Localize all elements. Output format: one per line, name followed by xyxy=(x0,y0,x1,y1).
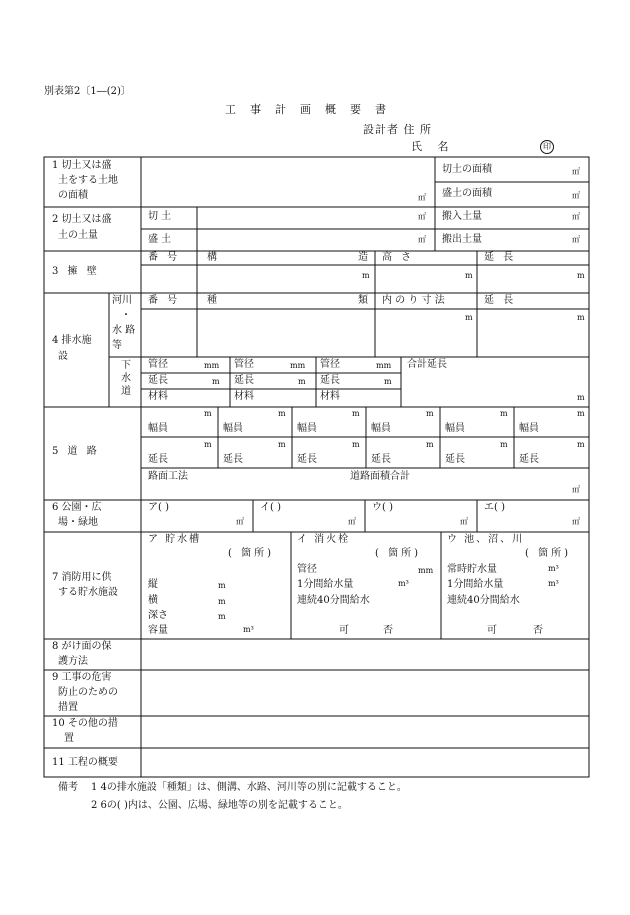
r4-m-unit-2: m xyxy=(577,313,585,322)
fill-volume-label: 盛 土 xyxy=(148,234,172,245)
r4-length-header: 延 長 xyxy=(484,295,517,306)
road-width-5: 幅員 xyxy=(445,423,465,434)
fill-area-unit: ㎡ xyxy=(572,191,580,200)
designer-address-label: 設計者 住 所 xyxy=(363,123,432,136)
r9-label-3: 措置 xyxy=(58,702,78,713)
r11-label: 11 工程の概要 xyxy=(52,757,118,768)
r2-label-1: 2 切土又は盛 xyxy=(52,214,112,225)
road-width-unit-5: m xyxy=(500,409,508,418)
r2-label-2: 土の土量 xyxy=(58,230,98,241)
r4-river-4: 等 xyxy=(112,340,122,351)
r4-label-1: 4 排水施 xyxy=(52,335,92,346)
sewer-material-1: 材料 xyxy=(148,391,168,402)
road-ext-unit-6: m xyxy=(577,440,585,449)
r7-label-1: 7 消防用に供 xyxy=(52,572,112,583)
fill-volume-unit: ㎡ xyxy=(418,235,426,244)
r3-m-unit-1: m xyxy=(362,271,370,280)
r8-label-2: 護方法 xyxy=(58,656,88,667)
hydrant-continuous: 連続40分間給水 xyxy=(297,595,370,606)
tank-title: ア 貯水槽 xyxy=(148,534,202,545)
road-width-unit-4: m xyxy=(426,409,434,418)
park-u-unit: ㎡ xyxy=(460,517,468,526)
r8-label-1: 8 がけ面の保 xyxy=(52,641,112,652)
pond-no: 否 xyxy=(533,625,543,636)
road-ext-2: 延長 xyxy=(223,454,243,465)
paving-method-label: 路面工法 xyxy=(148,471,188,482)
r5-label: 5 道 路 xyxy=(52,446,100,457)
road-width-unit-3: m xyxy=(352,409,360,418)
sewer-ext-unit-1: m xyxy=(212,377,220,386)
pond-yes: 可 xyxy=(487,625,497,636)
r10-label-2: 置 xyxy=(64,733,74,744)
road-ext-unit-3: m xyxy=(352,440,360,449)
form-number: 別表第2〔1―(2)〕 xyxy=(44,86,131,97)
r4-inner-size-header: 内 の り 寸 法 xyxy=(382,295,445,306)
r6-label-1: 6 公園・広 xyxy=(52,502,102,513)
road-width-2: 幅員 xyxy=(223,423,243,434)
road-ext-unit-5: m xyxy=(500,440,508,449)
sewer-material-2: 材料 xyxy=(234,391,254,402)
hydrant-pipe-unit: mm xyxy=(418,566,434,575)
sewer-ext-unit-2: m xyxy=(298,377,306,386)
road-ext-3: 延長 xyxy=(297,454,317,465)
notes-heading: 備考 xyxy=(58,782,78,793)
hydrant-flow: 1分間給水量 xyxy=(297,579,354,590)
carry-out-unit: ㎡ xyxy=(572,235,580,244)
road-width-unit-2: m xyxy=(278,409,286,418)
hydrant-yes: 可 xyxy=(339,625,349,636)
sewer-pipe-2: 管径 xyxy=(234,359,254,370)
park-a-unit: ㎡ xyxy=(236,517,244,526)
tank-capacity: 容量 xyxy=(148,625,168,636)
r3-m-unit-3: m xyxy=(577,271,585,280)
road-width-3: 幅員 xyxy=(297,423,317,434)
tank-horizontal-unit: m xyxy=(218,597,226,606)
r3-number-header: 番 号 xyxy=(148,252,181,263)
r4-sewer-2: 水 xyxy=(121,373,131,384)
road-area-unit: ㎡ xyxy=(572,485,580,494)
r4-m-unit-1: m xyxy=(465,313,473,322)
pond-always: 常時貯水量 xyxy=(447,564,497,575)
tank-vertical-unit: m xyxy=(218,581,226,590)
road-ext-1: 延長 xyxy=(148,454,168,465)
sewer-pipe-unit-3: mm xyxy=(376,361,392,370)
road-ext-5: 延長 xyxy=(445,454,465,465)
hydrant-no: 否 xyxy=(383,625,393,636)
park-e-label: エ( ) xyxy=(484,502,505,513)
tank-depth-unit: m xyxy=(218,612,226,621)
road-width-unit-1: m xyxy=(204,409,212,418)
carry-in-label: 搬入土量 xyxy=(442,211,482,222)
pond-flow: 1分間給水量 xyxy=(447,579,504,590)
park-i-label: イ( ) xyxy=(260,502,281,513)
r6-label-2: 場・緑地 xyxy=(58,517,98,528)
sewer-pipe-1: 管径 xyxy=(148,359,168,370)
road-width-1: 幅員 xyxy=(148,423,168,434)
tank-vertical: 縦 xyxy=(148,579,158,590)
r1-label-1: 1 切土又は盛 xyxy=(52,160,112,171)
r4-sewer-1: 下 xyxy=(121,360,131,371)
r7-label-2: する貯水施設 xyxy=(58,587,118,598)
sewer-ext-1: 延長 xyxy=(148,375,168,386)
r1-label-3: の面積 xyxy=(58,190,88,201)
r3-structure-header-2: 造 xyxy=(358,252,368,263)
document-title: 工事計画概要書 xyxy=(225,103,400,116)
pond-title: ウ 池、沼、川 xyxy=(447,534,525,545)
seal-mark: 印 xyxy=(540,140,554,154)
r3-height-header: 高 さ xyxy=(382,252,415,263)
r1-area-unit: ㎡ xyxy=(418,193,426,202)
r4-river-2: ・ xyxy=(121,310,131,321)
park-i-unit: ㎡ xyxy=(348,517,356,526)
park-u-label: ウ( ) xyxy=(372,502,393,513)
pond-flow-unit: m³ xyxy=(548,579,559,588)
note-1: 1 4の排水施設「種類」は、側溝、水路、河川等の別に記載すること。 xyxy=(91,782,407,793)
r3-structure-header: 構 xyxy=(207,252,217,263)
pond-continuous: 連続40分間給水 xyxy=(447,595,520,606)
sewer-ext-2: 延長 xyxy=(234,375,254,386)
tank-capacity-unit: m³ xyxy=(243,625,254,634)
r4-label-2: 設 xyxy=(58,351,68,362)
sewer-total-unit: m xyxy=(577,393,585,402)
cut-area-unit: ㎡ xyxy=(572,167,580,176)
r9-label-1: 9 工事の危害 xyxy=(52,672,112,683)
road-width-4: 幅員 xyxy=(371,423,391,434)
tank-depth: 深さ xyxy=(148,610,168,621)
road-width-6: 幅員 xyxy=(519,423,539,434)
r4-type-header-2: 類 xyxy=(358,295,368,306)
r4-river-1: 河川 xyxy=(112,295,132,306)
park-a-label: ア( ) xyxy=(148,502,169,513)
carry-out-label: 搬出土量 xyxy=(442,234,482,245)
fill-area-label: 盛土の面積 xyxy=(442,188,492,199)
hydrant-title: イ 消火栓 xyxy=(297,534,351,545)
road-width-unit-6: m xyxy=(577,409,585,418)
sewer-total-label: 合計延長 xyxy=(407,359,447,370)
pond-places: ( 箇所) xyxy=(525,548,571,559)
hydrant-pipe: 管径 xyxy=(297,564,317,575)
hydrant-flow-unit: m³ xyxy=(398,579,409,588)
road-area-total-label: 道路面積合計 xyxy=(350,471,410,482)
sewer-pipe-unit-1: mm xyxy=(204,361,220,370)
r3-label: 3 擁 壁 xyxy=(52,266,100,277)
road-ext-4: 延長 xyxy=(371,454,391,465)
sewer-ext-3: 延長 xyxy=(320,375,340,386)
road-ext-unit-4: m xyxy=(426,440,434,449)
cut-volume-unit: ㎡ xyxy=(418,212,426,221)
tank-places: ( 箇所) xyxy=(228,548,274,559)
note-2: 2 6の( )内は、公園、広場、緑地等の別を記載すること。 xyxy=(91,800,348,811)
sewer-material-3: 材料 xyxy=(320,391,340,402)
sewer-pipe-3: 管径 xyxy=(320,359,340,370)
road-ext-unit-1: m xyxy=(204,440,212,449)
r3-length-header: 延 長 xyxy=(484,252,517,263)
r4-type-header: 種 xyxy=(207,295,217,306)
hydrant-places: ( 箇所) xyxy=(375,548,421,559)
pond-always-unit: m³ xyxy=(548,564,559,573)
park-e-unit: ㎡ xyxy=(572,517,580,526)
tank-horizontal: 横 xyxy=(148,595,158,606)
r9-label-2: 防止のための xyxy=(58,687,118,698)
r3-m-unit-2: m xyxy=(465,271,473,280)
carry-in-unit: ㎡ xyxy=(572,212,580,221)
r4-river-3: 水 路 xyxy=(112,325,136,336)
name-label: 氏 名 xyxy=(411,140,455,153)
sewer-pipe-unit-2: mm xyxy=(290,361,306,370)
road-ext-6: 延長 xyxy=(519,454,539,465)
cut-area-label: 切土の面積 xyxy=(442,164,492,175)
r10-label-1: 10 その他の措 xyxy=(52,718,118,729)
r1-label-2: 土をする土地 xyxy=(58,175,118,186)
road-ext-unit-2: m xyxy=(278,440,286,449)
cut-volume-label: 切 土 xyxy=(148,211,172,222)
r4-number-header: 番 号 xyxy=(148,295,181,306)
sewer-ext-unit-3: m xyxy=(384,377,392,386)
r4-sewer-3: 道 xyxy=(121,386,131,397)
